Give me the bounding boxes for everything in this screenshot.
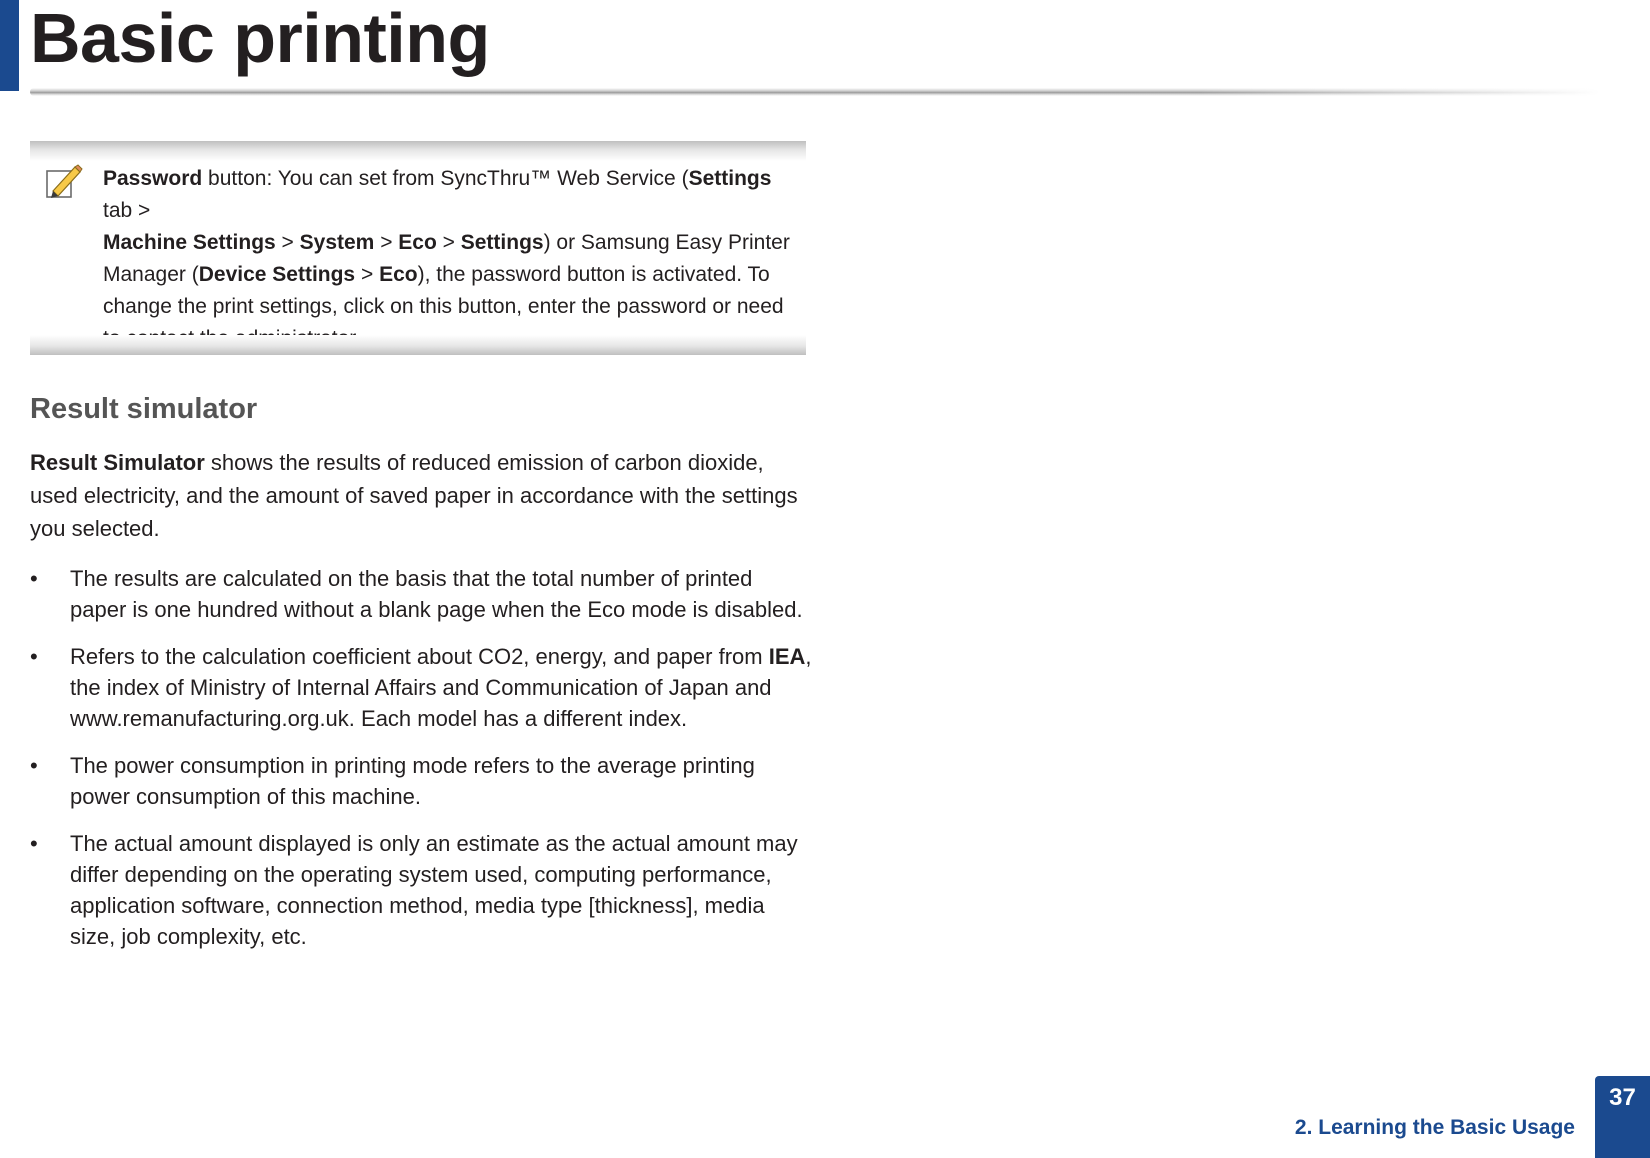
note-line-4: change the print settings, click on this button, enter the password or need <box>103 295 784 318</box>
note-bottom-bar <box>30 335 806 355</box>
pencil-note-icon <box>44 161 84 201</box>
system-term: System <box>299 231 375 254</box>
settings-term: Settings <box>688 167 772 190</box>
result-simulator-term: Result Simulator <box>30 450 205 475</box>
page-title: Basic printing <box>30 0 490 77</box>
list-item: • Refers to the calculation coefficient about CO2, energy, and paper from IEA, the index of Ministry of Internal Affairs and Communication of Japan and www.remanufacturing.org.uk. Each model has a different index. <box>30 641 812 734</box>
machine-settings-term: Machine Settings <box>103 231 276 254</box>
bullet-marker: • <box>30 566 38 591</box>
bullet-list <box>30 563 812 968</box>
settings-term: Settings <box>460 231 544 254</box>
iea-term: IEA <box>768 644 806 669</box>
device-settings-term: Device Settings <box>198 263 356 286</box>
list-item: • The results are calculated on the basis that the total number of printed paper is one hundred without a blank page when the Eco mode is disabled. <box>30 563 812 625</box>
title-divider-fade <box>1200 86 1600 98</box>
page-number-badge <box>1595 1076 1650 1158</box>
note-text <box>103 163 803 355</box>
list-item: • The actual amount displayed is only an estimate as the actual amount may differ depending on the operating system used, computing performance, application software, connection method, media type [thickness], media size, job complexity, etc. <box>30 828 812 952</box>
note-line-3: Manager (Device Settings > Eco), the password button is activated. To <box>103 263 770 286</box>
password-term: Password <box>103 167 203 190</box>
list-item: • The power consumption in printing mode refers to the average printing power consumption of this machine. <box>30 750 812 812</box>
note-line-2: Machine Settings > System > Eco > Settings) or Samsung Easy Printer <box>103 231 790 254</box>
title-accent-bar <box>0 0 19 91</box>
section-heading: Result simulator <box>30 393 258 425</box>
bullet-marker: • <box>30 831 38 856</box>
eco-term: Eco <box>379 263 418 286</box>
page-number: 37 <box>1609 1084 1636 1111</box>
note-top-bar <box>30 141 806 161</box>
note-box <box>30 141 806 355</box>
footer-chapter-title: 2. Learning the Basic Usage <box>1294 1116 1575 1139</box>
bullet-marker: • <box>30 644 38 669</box>
bullet-marker: • <box>30 753 38 778</box>
intro-paragraph: Result Simulator shows the results of reduced emission of carbon dioxide, used electricity, and the amount of saved paper in accordance with the settings you selected. <box>30 450 798 541</box>
note-line-1: Password button: You can set from SyncThru™ Web Service (Settings tab > <box>103 167 772 222</box>
eco-term: Eco <box>398 231 437 254</box>
